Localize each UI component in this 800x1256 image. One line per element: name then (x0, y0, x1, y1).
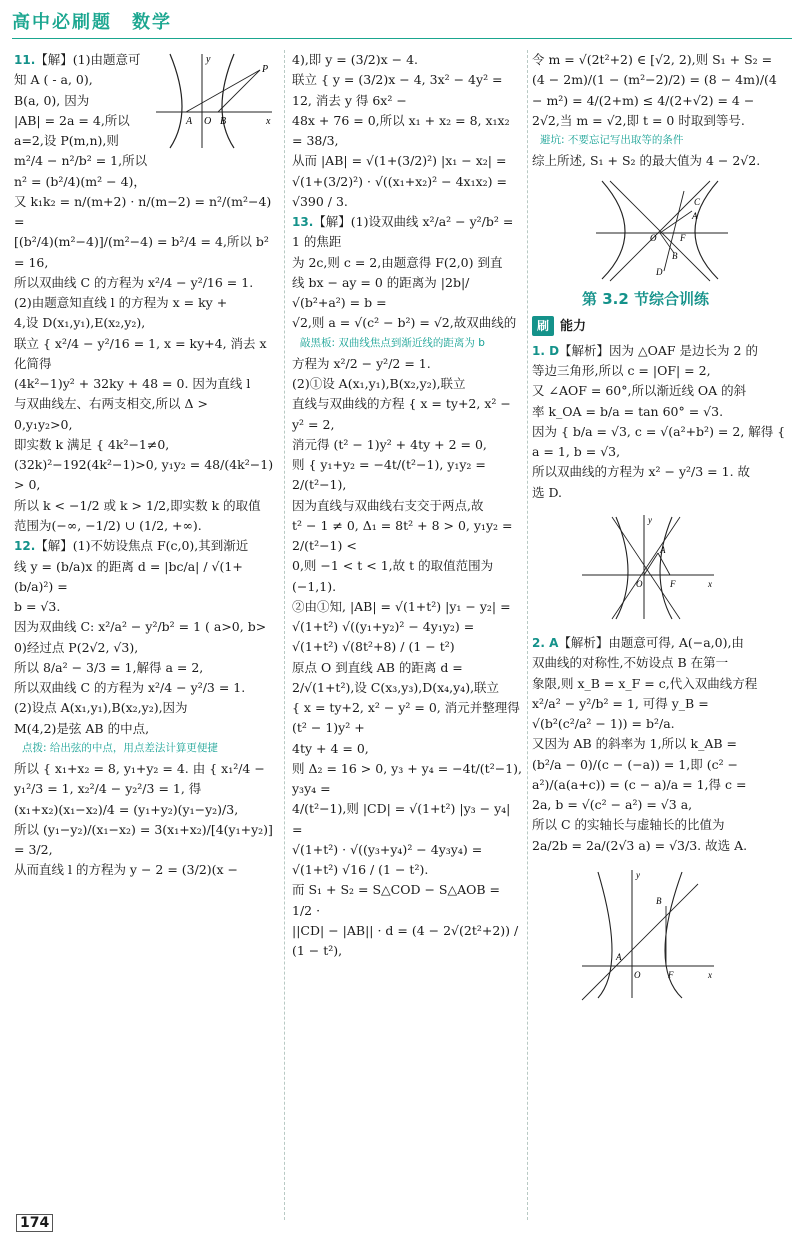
text-line (14, 192, 276, 233)
solution-text: n² = (b²/4)(m² − 4)， (14, 173, 146, 189)
label-b: B (656, 895, 662, 906)
solution-text: 直线与双曲线的方程 { x = ty+2, x² − y² = 2, (292, 396, 511, 432)
solution-text: ②由①知, |AB| = √(1+t²) |y₁ − y₂| = (292, 598, 511, 614)
solution-text: 联立 { x²/4 − y²/16 = 1, x = ky+4, 消去 x 化简得 (14, 335, 267, 371)
solution-text: 即实数 k 满足 { 4k²−1≠0, (32k)²−192(4k²−1)>0, y₁y₂ = 48/(4k²−1) > 0, (14, 436, 274, 493)
hyperbola-right-branch (222, 54, 234, 148)
question-number: 1. D (532, 343, 560, 358)
label-f: F (680, 233, 686, 244)
text-line (14, 860, 276, 880)
page-number: 174 (16, 1214, 53, 1232)
solution-text: 4/(t²−1),则 |CD| = √(1+t²) |y₃ − y₄| = (292, 801, 511, 837)
text-line (532, 341, 786, 361)
question-number: 13. (292, 215, 314, 229)
solution-text: (4 − 2m)/(1 − (m²−2)/2) = (8 − 4m)/(4 − m²) = 4/(2+m) ≤ 4/(2+√2) = 4 − (532, 72, 777, 108)
solution-text: 为 2c,则 c = 2,由题意得 F(2,0) 到直 (292, 254, 503, 270)
solution-text: 则 { y₁+y₂ = −4t/(t²−1), y₁y₂ = 2/(t²−1), (292, 457, 486, 493)
column-right-q2-lines (532, 633, 786, 856)
hyperbola-right-branch (695, 181, 718, 279)
text-line (14, 638, 276, 658)
solution-text: 而 S₁ + S₂ = S△COD − S△AOB = 1/2 · (292, 882, 500, 918)
column-middle (292, 50, 522, 961)
solution-text: 又 k₁k₂ = n/(m+2) · n/(m−2) = n²/(m²−4) = (14, 193, 272, 230)
label-y: y (206, 54, 211, 65)
text-line (532, 422, 786, 463)
text-line (292, 253, 522, 273)
text-line (292, 151, 522, 171)
hyperbola-left-branch (170, 54, 182, 148)
label-f: F (670, 578, 676, 589)
text-line (14, 415, 276, 435)
tip-note: 避坑: 不要忘记写出取等的条件 (540, 134, 684, 146)
text-line (532, 111, 786, 131)
text-line (292, 759, 522, 800)
solution-text: (2)①设 A(x₁,y₁),B(x₂,y₂),联立 (292, 376, 466, 392)
label-f: F (668, 969, 674, 980)
label-a: A (692, 211, 698, 222)
text-line (14, 232, 276, 273)
solution-text: 所以 8/a² − 3/3 = 1,解得 a = 2, (14, 659, 204, 675)
solution-text: 原点 O 到直线 AB 的距离 d = (292, 659, 463, 675)
solution-text: (−1,1). (292, 578, 337, 594)
solution-text: 4),即 y = (3/2)x − 4. (292, 52, 419, 67)
solution-text: 2/√(1+t²),设 C(x₃,y₃),D(x₄,y₄),联立 (292, 679, 500, 695)
text-line (532, 795, 786, 815)
figure-13 (592, 175, 732, 283)
solution-text: m²/4 − n²/b² = 1,所以 (14, 153, 148, 169)
text-line (292, 658, 522, 678)
solution-text: 因为 { b/a = √3, c = √(a²+b²) = 2, 解得 { a = 1, b = √3, (532, 423, 786, 460)
label-b: B (672, 251, 678, 262)
solution-text: (x₁+x₂)(x₁−x₂)/4 = (y₁+y₂)(y₁−y₂)/3, (14, 801, 239, 817)
column-left (14, 50, 276, 881)
solution-text: √2,则 a = √(c² − b²) = √2,故双曲线的 (292, 315, 517, 331)
text-line (14, 151, 276, 171)
text-line (292, 192, 522, 212)
figure-q2 (578, 866, 718, 1002)
label-x: x (266, 116, 271, 127)
column-divider (284, 50, 285, 1220)
segment-oa (660, 211, 692, 233)
column-divider (527, 50, 528, 1220)
text-line (532, 462, 786, 482)
solution-text: 0)经过点 P(2√2, √3), (14, 639, 139, 655)
text-line (14, 334, 276, 375)
text-line (14, 759, 276, 800)
line-ap (186, 70, 260, 112)
text-line (292, 212, 522, 253)
ability-label: 能力 (560, 318, 587, 334)
solution-text: |AB| = 2a = 4,所以 (14, 112, 130, 128)
column-right (532, 50, 786, 1002)
line-ab (582, 884, 698, 1000)
label-c: C (694, 197, 701, 208)
solution-text: b = √3. (14, 599, 61, 615)
solution-text: 方程为 x²/2 − y²/2 = 1. (292, 355, 431, 371)
text-line (292, 597, 522, 617)
label-a: A (186, 116, 193, 127)
book-title: 高中必刷题 数学 (12, 12, 172, 33)
solution-text: 线 bx − ay = 0 的距离为 |2b|/√(b²+a²) = b = (292, 274, 470, 311)
text-line (292, 172, 522, 192)
solution-text: a=2,设 P(m,n),则 (14, 133, 119, 149)
text-line (14, 597, 276, 617)
solution-text: 双曲线的对称性,不妨设点 B 在第一 (532, 655, 729, 671)
solution-text: 象限,则 x_B = x_F = c,代入双曲线方程 (532, 675, 758, 691)
solution-text: 48x + 76 = 0,所以 x₁ + x₂ = 8, x₁x₂ = 38/3, (292, 112, 510, 148)
text-line (14, 719, 276, 739)
figure-11 (156, 50, 276, 150)
solution-text: 从而直线 l 的方程为 y − 2 = (3/2)(x − (14, 862, 239, 878)
solution-text: (2)设点 A(x₁,y₁),B(x₂,y₂),因为 (14, 700, 188, 716)
text-line (532, 151, 786, 171)
solution-text: M(4,2)是弦 AB 的中点, (14, 720, 150, 736)
question-number: 12. (14, 539, 36, 554)
text-line (14, 293, 276, 313)
solution-text: 2a/2b = 2a/(2√3 a) = √3/3. 故选 A. (532, 837, 748, 853)
solution-text: 0,则 −1 < t < 1,故 t 的取值范围为 (292, 558, 494, 574)
label-d: D (656, 267, 663, 278)
text-line (532, 694, 786, 714)
text-line (292, 921, 522, 962)
solution-text: 范围为(−∞, −1/2) ∪ (1/2, +∞). (14, 517, 202, 533)
solution-text: √(1+t²) √((y₁+y₂)² − 4y₁y₂) = (292, 619, 475, 635)
text-line (14, 313, 276, 333)
page-header (12, 8, 792, 40)
solution-text: 所以 { x₁+x₂ = 8, y₁+y₂ = 4. 由 { x₁²/4 − y₁²/3 = 1, x₂²/4 − y₂²/3 = 1, 得 (14, 761, 265, 797)
text-line (292, 739, 522, 759)
text-line (532, 836, 786, 856)
solution-text: 【解】(1)设双曲线 x²/a² − y²/b² = 1 的焦距 (292, 214, 514, 250)
text-line (292, 273, 522, 314)
text-line (292, 637, 522, 657)
ability-badge: 刷 (532, 316, 554, 336)
solution-text: 所以双曲线 C 的方程为 x²/4 − y²/3 = 1. (14, 680, 246, 696)
text-line (532, 402, 786, 422)
text-line (14, 394, 276, 414)
column-right-q1-lines (532, 341, 786, 503)
column-left-lines (14, 50, 276, 881)
column-right-top-lines (532, 50, 786, 171)
section-title: 第 3.2 节综合训练 (582, 290, 710, 309)
text-line (14, 617, 276, 637)
text-line (14, 820, 276, 861)
solution-text: 所以 k < −1/2 或 k > 1/2,即实数 k 的取值 (14, 497, 261, 513)
text-line (292, 698, 522, 739)
text-line (292, 354, 522, 374)
solution-text: √(b²(c²/a² − 1)) = b²/a. (532, 716, 675, 732)
text-line (14, 374, 276, 394)
label-a: A (616, 951, 622, 962)
solution-text: 2√2,当 m = √2,即 t = 0 时取到等号. (532, 112, 745, 128)
solution-text: 所以 (y₁−y₂)/(x₁−x₂) = 3(x₁+x₂)/[4(y₁+y₂)] = 3/2, (14, 821, 273, 858)
label-y: y (648, 514, 652, 525)
solution-text: 等边三角形,所以 c = |OF| = 2, (532, 363, 711, 379)
text-line (14, 557, 276, 598)
text-line (532, 70, 786, 111)
solution-text: B(a, 0), 因为 (14, 92, 90, 108)
text-line (292, 678, 522, 698)
label-o: O (204, 116, 212, 127)
text-line (292, 313, 522, 333)
solution-text: 4ty + 4 = 0, (292, 740, 369, 756)
text-line (532, 50, 786, 70)
solution-text: (b²/a − 0)/(c − (−a)) = 1,即 (c² − a²)/(a(a+c)) = (c − a)/a = 1,得 c = (532, 756, 747, 792)
text-line (292, 840, 522, 860)
solution-text: (2)由题意知直线 l 的方程为 x = ky + (14, 295, 228, 311)
text-line (14, 435, 276, 496)
text-line (292, 617, 522, 637)
column-middle-lines (292, 50, 522, 961)
solution-text: { x = ty+2, x² − y² = 0, 消元并整理得 (t² − 1)y² + (292, 700, 520, 736)
solution-text: 知 A ( - a, 0), (14, 72, 93, 88)
label-o: O (650, 233, 657, 244)
solution-text: 2a, b = √(c² − a²) = √3 a, (532, 797, 693, 813)
text-line (532, 755, 786, 796)
text-line (292, 556, 522, 576)
segment-oa (644, 553, 658, 575)
solution-text: t² − 1 ≠ 0, Δ₁ = 8t² + 8 > 0, y₁y₂ = 2/(t²−1) < (292, 517, 513, 554)
solution-text: 又因为 AB 的斜率为 1,所以 k_AB = (532, 736, 738, 752)
text-line (292, 374, 522, 394)
solution-text: 【解析】因为 △OAF 是边长为 2 的 (559, 342, 758, 358)
text-line (292, 435, 522, 455)
text-line (14, 172, 276, 192)
text-line (292, 799, 522, 840)
solution-text: 率 k_OA = b/a = tan 60° = √3. (532, 403, 724, 419)
header-rule (12, 38, 792, 39)
text-line (14, 658, 276, 678)
label-x: x (708, 969, 712, 980)
text-line (292, 880, 522, 921)
text-line (14, 800, 276, 820)
solution-text: 与双曲线左、右两支相交,所以 Δ > (14, 396, 208, 412)
text-line (532, 381, 786, 401)
solution-text: 【解】(1)不妨设焦点 F(c,0),其到渐近 (35, 538, 249, 554)
figure-q1 (578, 511, 718, 623)
hyperbola-left-branch (602, 181, 625, 279)
text-line (292, 860, 522, 880)
text-line (292, 516, 522, 557)
solution-text: 综上所述, S₁ + S₂ 的最大值为 4 − 2√2. (532, 153, 761, 169)
solution-text: 消元得 (t² − 1)y² + 4ty + 2 = 0, (292, 436, 487, 452)
label-a: A (660, 544, 666, 555)
solution-text: 因为双曲线 C: x²/a² − y²/b² = 1 ( a>0, b> (14, 619, 267, 635)
solution-text: 联立 { y = (3/2)x − 4, 3x² − 4y² = 12, 消去 y 得 6x² − (292, 72, 503, 108)
solution-text: √(1+t²) · √((y₃+y₄)² − 4y₃y₄) = (292, 841, 483, 857)
text-line (532, 674, 786, 694)
text-line (292, 111, 522, 152)
solution-text: √(1+t²) √16 / (1 − t²). (292, 862, 429, 878)
solution-text: √(1+(3/2)²) · √((x₁+x₂)² − 4x₁x₂) = (292, 173, 507, 189)
solution-text: 所以 C 的实轴长与虚轴长的比值为 (532, 817, 725, 833)
text-line (532, 653, 786, 673)
question-number: 2. A (532, 635, 559, 650)
solution-text: √390 / 3. (292, 193, 348, 209)
solution-text: ||CD| − |AB|| · d = (4 − 2√(2t²+2)) / (1 − t²), (292, 922, 519, 959)
text-line (14, 536, 276, 556)
solution-text: 选 D. (532, 484, 563, 500)
solution-text: 令 m = √(2t²+2) ∈ [√2, 2),则 S₁ + S₂ = (532, 52, 773, 67)
text-line (292, 394, 522, 435)
solution-text: 【解】(1)由题意可 (35, 52, 141, 67)
text-line (532, 714, 786, 734)
solution-text: 0,y₁y₂>0, (14, 416, 73, 432)
text-line (14, 516, 276, 536)
label-b: B (220, 116, 227, 127)
label-o: O (634, 969, 641, 980)
text-line (14, 698, 276, 718)
text-line (292, 577, 522, 597)
text-line (14, 678, 276, 698)
text-line (292, 50, 522, 70)
label-y: y (636, 869, 640, 880)
text-line (532, 483, 786, 503)
label-x: x (708, 578, 712, 589)
text-line (292, 496, 522, 516)
solution-text: 又 ∠AOF = 60°,所以渐近线 OA 的斜 (532, 383, 747, 399)
text-line (292, 455, 522, 496)
text-line (14, 273, 276, 293)
text-line (532, 361, 786, 381)
solution-text: 所以双曲线 C 的方程为 x²/4 − y²/16 = 1. (14, 274, 254, 290)
text-line (532, 633, 786, 653)
text-line (14, 496, 276, 516)
solution-text: 从而 |AB| = √(1+(3/2)²) |x₁ − x₂| = (292, 153, 507, 169)
solution-text: √(1+t²) √(8t²+8) / (1 − t²) (292, 639, 455, 655)
ability-banner (532, 316, 786, 337)
solution-text: 因为直线与双曲线右支交于两点,故 (292, 497, 484, 513)
tip-note: 敲黑板: 双曲线焦点到渐近线的距离为 b (300, 336, 485, 349)
text-line (532, 734, 786, 754)
solution-text: 线 y = (b/a)x 的距离 d = |bc/a| / √(1+(b/a)²) = (14, 558, 243, 594)
solution-text: 所以双曲线的方程为 x² − y²/3 = 1. 故 (532, 464, 751, 480)
solution-text: [(b²/4)(m²−4)]/(m²−4) = b²/4 = 4,所以 b² = 16, (14, 234, 269, 270)
question-number: 11. (14, 53, 36, 67)
line-bp (218, 70, 260, 112)
solution-text: 则 Δ₂ = 16 > 0, y₃ + y₄ = −4t/(t²−1), y₃y₄ = (292, 760, 522, 797)
tip-note: 点拨: 给出弦的中点，用点差法计算更便捷 (22, 741, 218, 754)
solution-text: 【解析】由题意可得, A(−a,0),由 (558, 634, 744, 650)
text-line (292, 70, 522, 111)
label-o: O (636, 578, 643, 589)
hyperbola-left-branch (598, 872, 612, 998)
solution-text: 4,设 D(x₁,y₁),E(x₂,y₂), (14, 315, 146, 331)
text-line (532, 815, 786, 835)
solution-text: x²/a² − y²/b² = 1, 可得 y_B = (532, 695, 709, 711)
label-p: P (262, 64, 269, 75)
solution-text: (4k²−1)y² + 32ky + 48 = 0. 因为直线 l (14, 376, 251, 392)
